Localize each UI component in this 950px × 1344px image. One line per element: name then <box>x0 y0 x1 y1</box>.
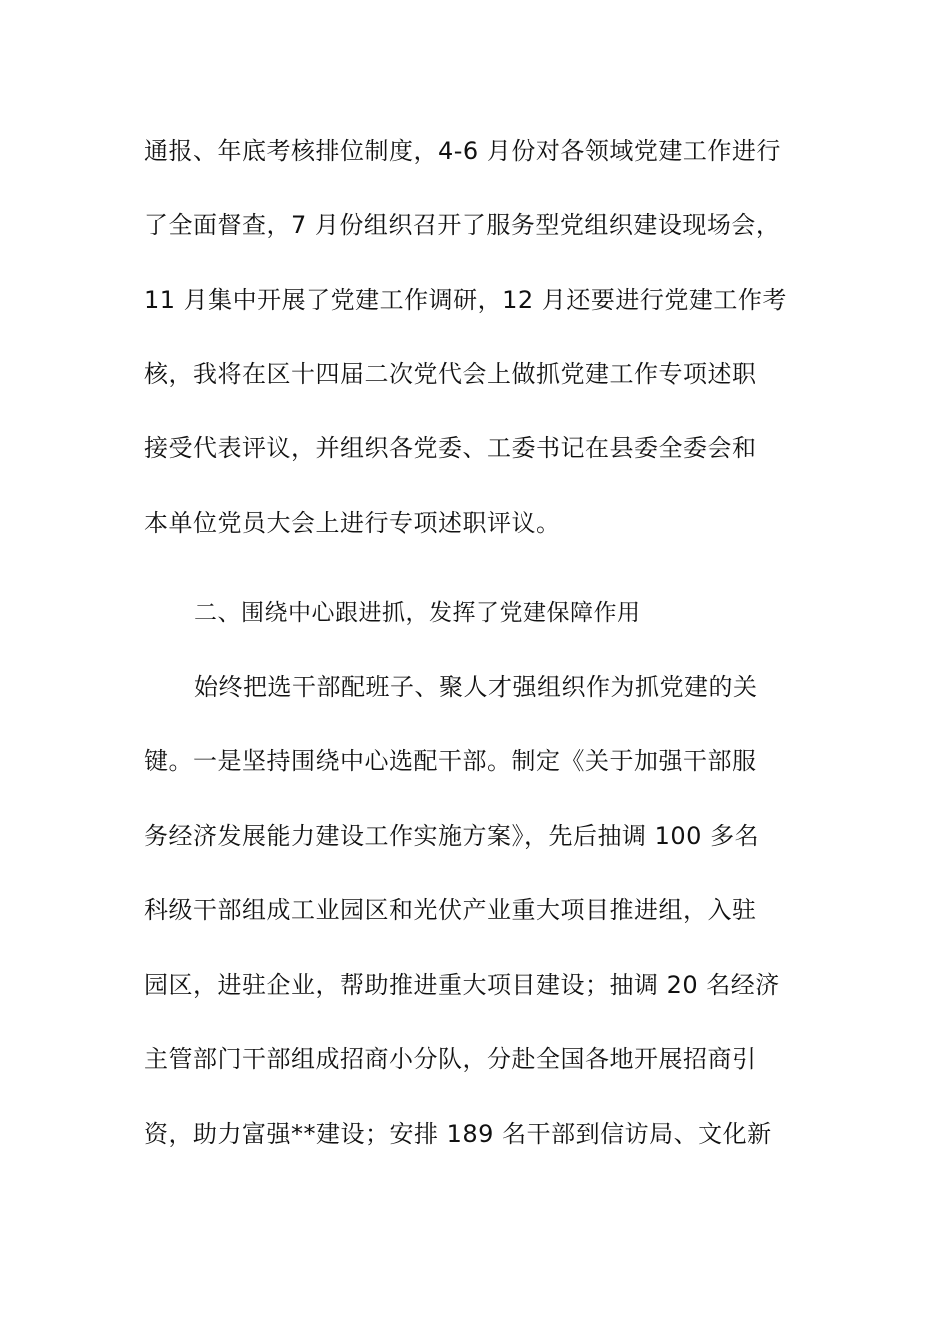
paragraph-2-line-6: 主管部门干部组成招商小分队，分赴全国各地开展招商引 <box>144 1045 757 1073</box>
paragraph-1-line-5: 接受代表评议，并组织各党委、工委书记在县委全委会和 <box>144 434 757 462</box>
paragraph-2-line-3: 务经济发展能力建设工作实施方案》，先后抽调 100 多名 <box>144 822 760 850</box>
paragraph-2-line-7: 资，助力富强**建设；安排 189 名干部到信访局、文化新 <box>144 1120 772 1148</box>
paragraph-1-line-1: 通报、年底考核排位制度，4-6 月份对各领域党建工作进行 <box>144 137 781 165</box>
paragraph-1-line-3: 11 月集中开展了党建工作调研，12 月还要进行党建工作考 <box>144 286 787 314</box>
paragraph-2-line-5: 园区，进驻企业，帮助推进重大项目建设；抽调 20 名经济 <box>144 971 780 999</box>
paragraph-1-line-4: 核，我将在区十四届二次党代会上做抓党建工作专项述职 <box>144 360 757 388</box>
paragraph-2-line-4: 科级干部组成工业园区和光伏产业重大项目推进组，入驻 <box>144 896 757 924</box>
paragraph-2-line-2: 键。一是坚持围绕中心选配干部。制定《关于加强干部服 <box>144 747 757 775</box>
paragraph-1-line-6: 本单位党员大会上进行专项述职评议。 <box>144 509 561 537</box>
section-heading: 二、围绕中心跟进抓，发挥了党建保障作用 <box>194 600 641 626</box>
paragraph-1-line-2: 了全面督查，7 月份组织召开了服务型党组织建设现场会， <box>144 211 781 239</box>
paragraph-2-line-1: 始终把选干部配班子、聚人才强组织作为抓党建的关 <box>194 673 758 701</box>
